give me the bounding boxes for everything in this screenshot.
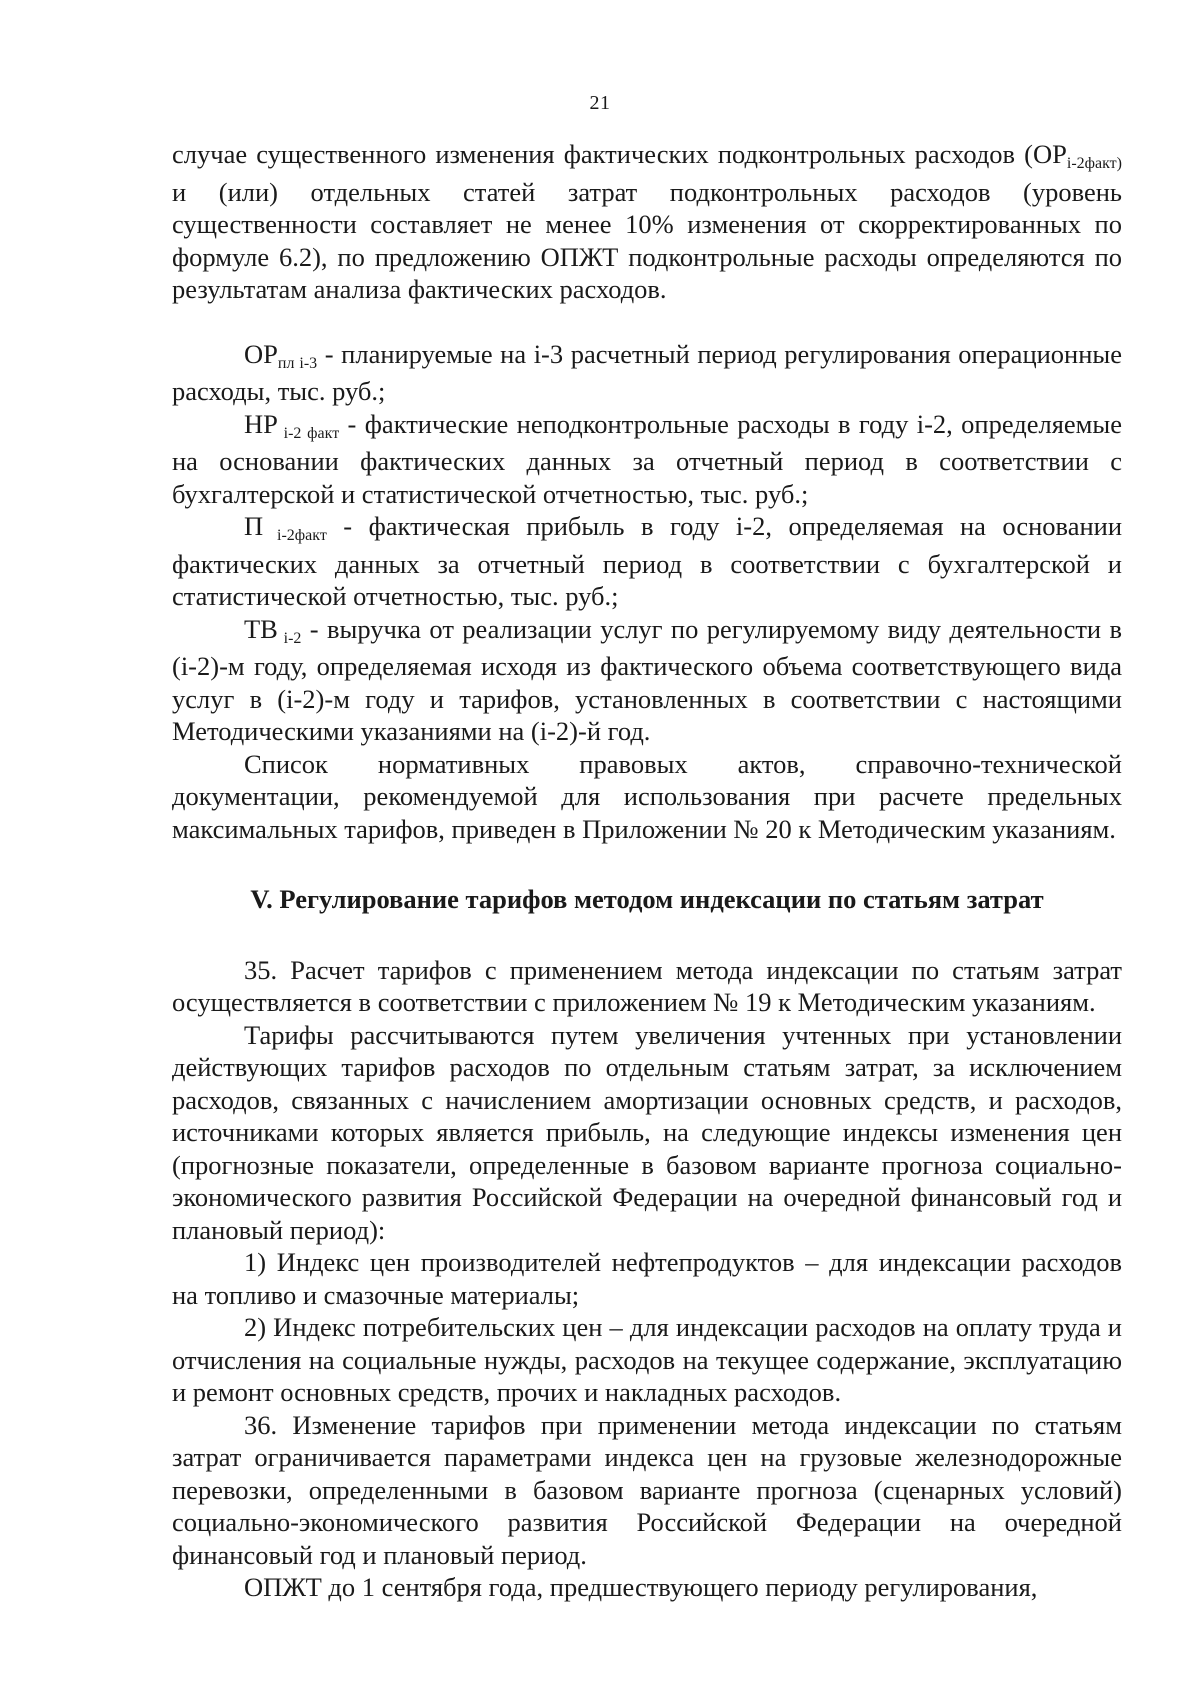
paragraph-text: и (или) отдельных статей затрат подконтрольных расходов (уровень существенности составляет не менее 10% изменения от скорректированных по формуле 6.2), по предложению ОПЖТ подконтрольные расходы определяются по результатам анализа фактических расходов.	[172, 176, 1122, 304]
formula-symbol: П	[244, 511, 264, 541]
list-item-1: 1) Индекс цен производителей нефтепродуктов – для индексации расходов на топливо и смазочные материалы;	[172, 1247, 1122, 1310]
definition-text: - выручка от реализации услуг по регулируемому виду деятельности в (i-2)-м году, определяемая исходя из фактического объема соответствующего вида услуг в (i-2)-м году и тарифов, установленных в соответствии с настоящими Методическими указаниями на (i-2)-й год.	[172, 613, 1123, 746]
subscript: пл i-3	[277, 354, 318, 372]
definition-text: - фактические неподконтрольные расходы в году i-2, определяемые на основании фактических данных за отчетный период в соответствии с бухгалтерской и статистической отчетностью, тыс. руб.;	[172, 408, 1122, 509]
list-item-2: 2) Индекс потребительских цен – для индексации расходов на оплату труда и отчисления на социальные нужды, расходов на текущее содержание, эксплуатацию и ремонт основных средств, прочих и накладных расходов.	[172, 1312, 1122, 1407]
paragraph-text: случае существенного изменения фактических подконтрольных расходов (ОР	[172, 139, 1067, 169]
subscript: i-2 факт	[277, 424, 340, 442]
subscript: i-2факт)	[1066, 155, 1122, 172]
definition-nr	[172, 408, 1122, 511]
definition-tv	[172, 613, 1122, 748]
section-heading: V. Регулирование тарифов методом индексации по статьям затрат	[250, 884, 1044, 914]
definition-p	[172, 510, 1122, 613]
subscript: i-2	[277, 629, 302, 647]
paragraph-continuation	[172, 138, 1122, 306]
paragraph-36: 36. Изменение тарифов при применении метода индексации по статьям затрат ограничивается параметрами индекса цен на грузовые железнодорожные перевозки, определенными в базовом варианте прогноза (сценарных условий) социально-экономического развития Российской Федерации на очередной финансовый год и плановый период.	[172, 1409, 1122, 1570]
formula-symbol: ТВ	[244, 613, 278, 644]
document-body	[172, 138, 1122, 1604]
paragraph-regulatory-list: Список нормативных правовых актов, справочно-технической документации, рекомендуемой для использования при расчете предельных максимальных тарифов, приведен в Приложении № 20 к Методическим указаниям.	[172, 748, 1122, 844]
definition-text: - планируемые на i-3 расчетный период регулирования операционные расходы, тыс. руб.;	[172, 338, 1122, 406]
subscript: i-2факт	[263, 527, 327, 544]
definition-text: - фактическая прибыль в году i-2, определяемая на основании фактических данных за отчетный период в соответствии с бухгалтерской и статистической отчетностью, тыс. руб.;	[172, 511, 1123, 611]
page-number: 21	[589, 92, 611, 114]
formula-symbol: ОР	[244, 338, 278, 369]
definition-op	[172, 338, 1122, 408]
paragraph-opzht: ОПЖТ до 1 сентября года, предшествующего периоду регулирования,	[244, 1572, 1038, 1602]
formula-symbol: НР	[244, 408, 278, 439]
paragraph-tariffs: Тарифы рассчитываются путем увеличения учтенных при установлении действующих тарифов расходов по отдельным статьям затрат, за исключением расходов, связанных с начислением амортизации основных средств, и расходов, источниками которых является прибыль, на следующие индексы изменения цен (прогнозные показатели, определенные в базовом варианте прогноза социально-экономического развития Российской Федерации на очередной финансовый год и плановый период):	[172, 1019, 1122, 1245]
paragraph-35: 35. Расчет тарифов с применением метода индексации по статьям затрат осуществляется в соответствии с приложением № 19 к Методическим указаниям.	[172, 954, 1122, 1017]
